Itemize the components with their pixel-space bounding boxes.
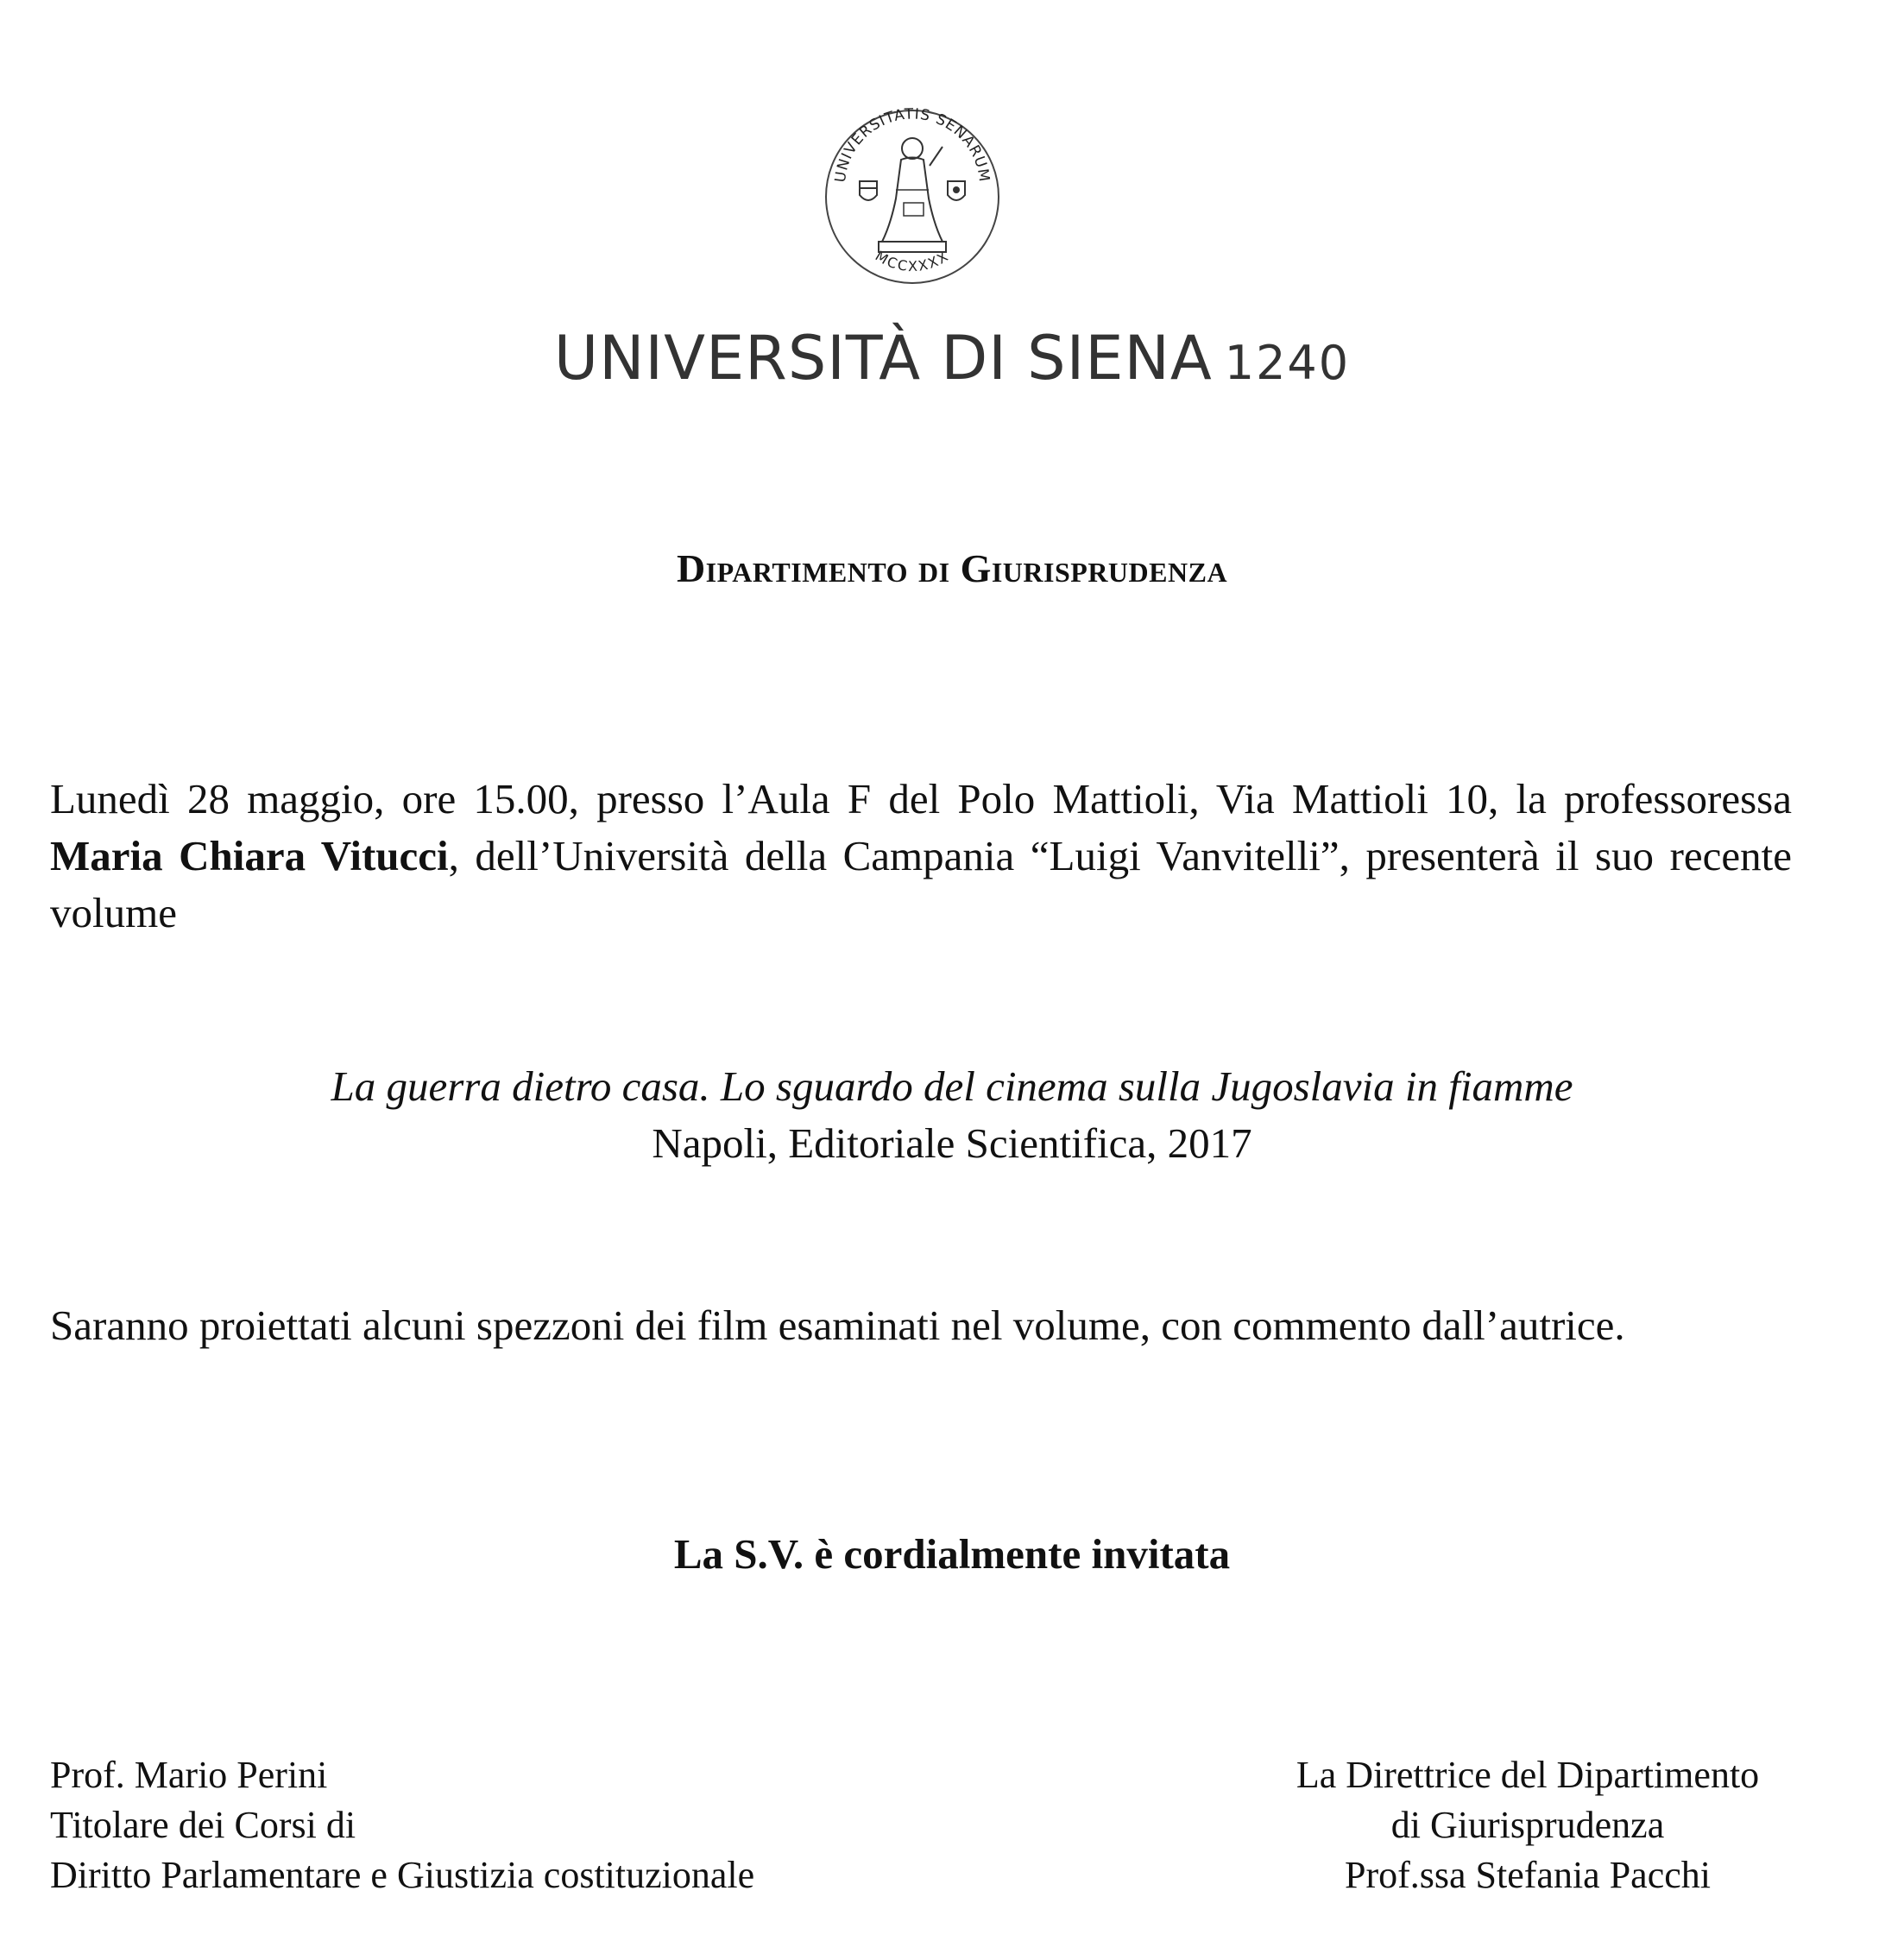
book-title: La guerra dietro casa. Lo sguardo del cinema sulla Jugoslavia in fiamme bbox=[331, 1062, 1573, 1110]
announcement-intro: Lunedì 28 maggio, ore 15.00, presso l’Aula F del Polo Mattioli, Via Mattioli 10, la professoressa bbox=[50, 775, 1792, 822]
book-publication: Napoli, Editoriale Scientifica, 2017 bbox=[652, 1119, 1252, 1167]
screening-note: Saranno proiettati alcuni spezzoni dei film esaminati nel volume, con commento dall’autrice. bbox=[50, 1301, 1625, 1349]
signature-left-courses: Diritto Parlamentare e Giustizia costituzionale bbox=[50, 1854, 755, 1896]
signature-left-role: Titolare dei Corsi di bbox=[50, 1804, 356, 1846]
signature-right bbox=[1191, 1750, 1864, 1900]
university-name: UNIVERSITÀ DI SIENA bbox=[553, 323, 1213, 394]
signature-right-role: La Direttrice del Dipartimento bbox=[1296, 1754, 1760, 1796]
signature-left-name: Prof. Mario Perini bbox=[50, 1754, 328, 1796]
svg-text:UNIVERSITATIS SENARUM: UNIVERSITATIS SENARUM bbox=[831, 105, 993, 184]
svg-text:MCCXXXX: MCCXXXX bbox=[872, 247, 953, 275]
signature-right-name: Prof.ssa Stefania Pacchi bbox=[1345, 1854, 1711, 1896]
speaker-name: Maria Chiara Vitucci bbox=[50, 832, 449, 879]
university-wordmark bbox=[0, 323, 1904, 394]
university-year: 1240 bbox=[1224, 336, 1351, 390]
university-seal-icon bbox=[822, 95, 1003, 293]
announcement-continuation: , dell’Università della Campania “Luigi Vanvitelli”, presenterà il suo recente volume bbox=[50, 832, 1793, 936]
announcement-paragraph bbox=[50, 771, 1792, 942]
invitation-line: La S.V. è cordialmente invitata bbox=[673, 1530, 1231, 1578]
department-title: Dipartimento di Giurisprudenza bbox=[676, 546, 1228, 590]
signature-right-department: di Giurisprudenza bbox=[1390, 1804, 1665, 1846]
signature-left bbox=[50, 1750, 754, 1900]
